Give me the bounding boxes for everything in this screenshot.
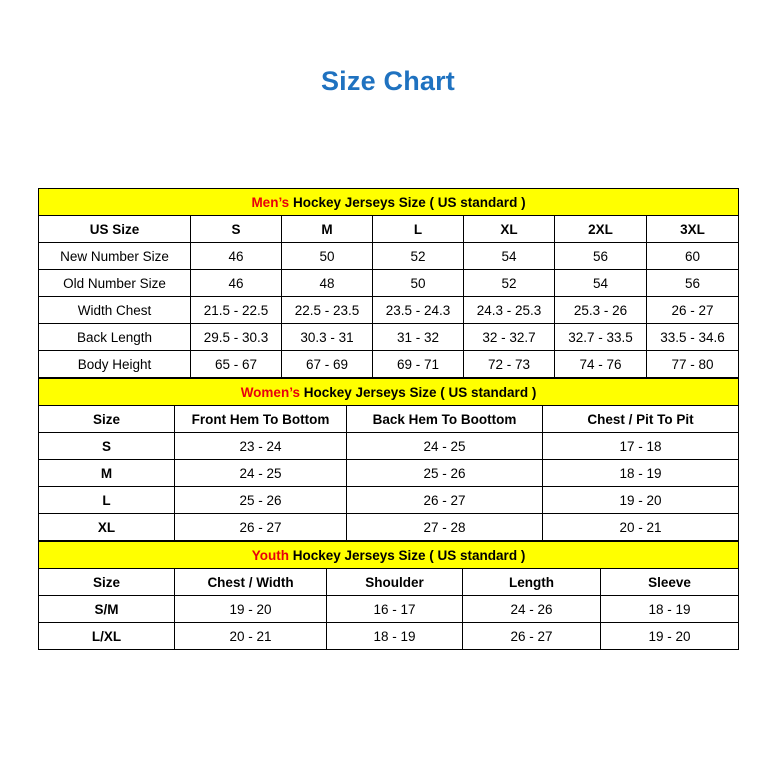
mens-row-4-val-1: 67 - 69 (282, 351, 373, 378)
womens-col-2: Back Hem To Boottom (347, 406, 543, 433)
womens-size-table (38, 378, 739, 541)
mens-row-3-val-2: 31 - 32 (373, 324, 464, 351)
youth-col-3: Length (463, 569, 601, 596)
mens-row-2-val-3: 24.3 - 25.3 (464, 297, 555, 324)
table-row (39, 596, 739, 623)
mens-row-4-val-3: 72 - 73 (464, 351, 555, 378)
table-row (39, 324, 739, 351)
mens-row-4-val-0: 65 - 67 (191, 351, 282, 378)
womens-row-2-val-1: 26 - 27 (347, 487, 543, 514)
mens-size-table (38, 188, 739, 378)
mens-row-0-val-2: 52 (373, 243, 464, 270)
mens-row-2-val-0: 21.5 - 22.5 (191, 297, 282, 324)
mens-row-0-val-5: 60 (647, 243, 739, 270)
mens-col-2: M (282, 216, 373, 243)
womens-row-3-val-1: 27 - 28 (347, 514, 543, 541)
womens-row-3-val-2: 20 - 21 (543, 514, 739, 541)
youth-size-table (38, 541, 739, 650)
youth-row-1-label: L/XL (39, 623, 175, 650)
table-row (39, 351, 739, 378)
youth-row-0-val-1: 16 - 17 (327, 596, 463, 623)
womens-row-1-val-0: 24 - 25 (175, 460, 347, 487)
youth-row-0-val-0: 19 - 20 (175, 596, 327, 623)
mens-col-0: US Size (39, 216, 191, 243)
mens-row-1-val-2: 50 (373, 270, 464, 297)
womens-row-0-val-2: 17 - 18 (543, 433, 739, 460)
mens-heading-accent: Men’s (251, 194, 290, 210)
table-section-header-row (39, 542, 739, 569)
youth-section-heading (39, 542, 739, 569)
mens-row-0-val-3: 54 (464, 243, 555, 270)
mens-row-3-val-0: 29.5 - 30.3 (191, 324, 282, 351)
table-row (39, 623, 739, 650)
womens-col-1: Front Hem To Bottom (175, 406, 347, 433)
mens-section-heading (39, 189, 739, 216)
mens-heading-rest: Hockey Jerseys Size ( US standard ) (289, 194, 526, 210)
mens-row-4-label: Body Height (39, 351, 191, 378)
mens-col-5: 2XL (555, 216, 647, 243)
mens-col-6: 3XL (647, 216, 739, 243)
table-section-header-row (39, 189, 739, 216)
mens-row-1-val-0: 46 (191, 270, 282, 297)
womens-row-3-val-0: 26 - 27 (175, 514, 347, 541)
womens-row-0-val-1: 24 - 25 (347, 433, 543, 460)
table-row (39, 487, 739, 514)
womens-row-2-val-2: 19 - 20 (543, 487, 739, 514)
youth-row-0-val-2: 24 - 26 (463, 596, 601, 623)
size-chart-tables (38, 188, 738, 650)
mens-row-1-val-1: 48 (282, 270, 373, 297)
table-row (39, 514, 739, 541)
youth-row-1-val-0: 20 - 21 (175, 623, 327, 650)
mens-row-3-val-3: 32 - 32.7 (464, 324, 555, 351)
mens-row-3-val-5: 33.5 - 34.6 (647, 324, 739, 351)
youth-row-0-val-3: 18 - 19 (601, 596, 739, 623)
womens-row-0-label: S (39, 433, 175, 460)
mens-row-2-val-5: 26 - 27 (647, 297, 739, 324)
table-row (39, 433, 739, 460)
table-header-row (39, 406, 739, 433)
womens-row-1-label: M (39, 460, 175, 487)
page-title: Size Chart (320, 66, 456, 96)
mens-row-4-val-5: 77 - 80 (647, 351, 739, 378)
youth-col-0: Size (39, 569, 175, 596)
table-header-row (39, 569, 739, 596)
mens-row-2-val-2: 23.5 - 24.3 (373, 297, 464, 324)
mens-row-2-val-4: 25.3 - 26 (555, 297, 647, 324)
mens-row-0-val-4: 56 (555, 243, 647, 270)
mens-row-0-label: New Number Size (39, 243, 191, 270)
mens-row-3-label: Back Length (39, 324, 191, 351)
youth-row-0-label: S/M (39, 596, 175, 623)
womens-section-heading (39, 379, 739, 406)
mens-row-2-label: Width Chest (39, 297, 191, 324)
womens-row-3-label: XL (39, 514, 175, 541)
table-row (39, 270, 739, 297)
mens-row-1-val-4: 54 (555, 270, 647, 297)
womens-col-3: Chest / Pit To Pit (543, 406, 739, 433)
mens-row-4-val-4: 74 - 76 (555, 351, 647, 378)
womens-col-0: Size (39, 406, 175, 433)
mens-row-2-val-1: 22.5 - 23.5 (282, 297, 373, 324)
youth-heading-rest: Hockey Jerseys Size ( US standard ) (288, 547, 526, 563)
womens-heading-accent: Women’s (240, 384, 300, 400)
mens-col-3: L (373, 216, 464, 243)
size-chart-page (0, 66, 776, 758)
youth-col-4: Sleeve (601, 569, 739, 596)
youth-heading-accent: Youth (251, 547, 289, 563)
mens-row-3-val-1: 30.3 - 31 (282, 324, 373, 351)
womens-row-2-label: L (39, 487, 175, 514)
table-header-row (39, 216, 739, 243)
womens-row-1-val-2: 18 - 19 (543, 460, 739, 487)
youth-row-1-val-2: 26 - 27 (463, 623, 601, 650)
mens-row-1-val-5: 56 (647, 270, 739, 297)
youth-col-1: Chest / Width (175, 569, 327, 596)
youth-col-2: Shoulder (327, 569, 463, 596)
mens-row-3-val-4: 32.7 - 33.5 (555, 324, 647, 351)
mens-row-0-val-0: 46 (191, 243, 282, 270)
mens-row-4-val-2: 69 - 71 (373, 351, 464, 378)
mens-col-4: XL (464, 216, 555, 243)
womens-row-2-val-0: 25 - 26 (175, 487, 347, 514)
youth-row-1-val-3: 19 - 20 (601, 623, 739, 650)
mens-col-1: S (191, 216, 282, 243)
mens-row-1-val-3: 52 (464, 270, 555, 297)
womens-row-1-val-1: 25 - 26 (347, 460, 543, 487)
table-row (39, 243, 739, 270)
youth-row-1-val-1: 18 - 19 (327, 623, 463, 650)
womens-row-0-val-0: 23 - 24 (175, 433, 347, 460)
mens-row-0-val-1: 50 (282, 243, 373, 270)
mens-row-1-label: Old Number Size (39, 270, 191, 297)
table-section-header-row (39, 379, 739, 406)
table-row (39, 297, 739, 324)
table-row (39, 460, 739, 487)
womens-heading-rest: Hockey Jerseys Size ( US standard ) (299, 384, 537, 400)
